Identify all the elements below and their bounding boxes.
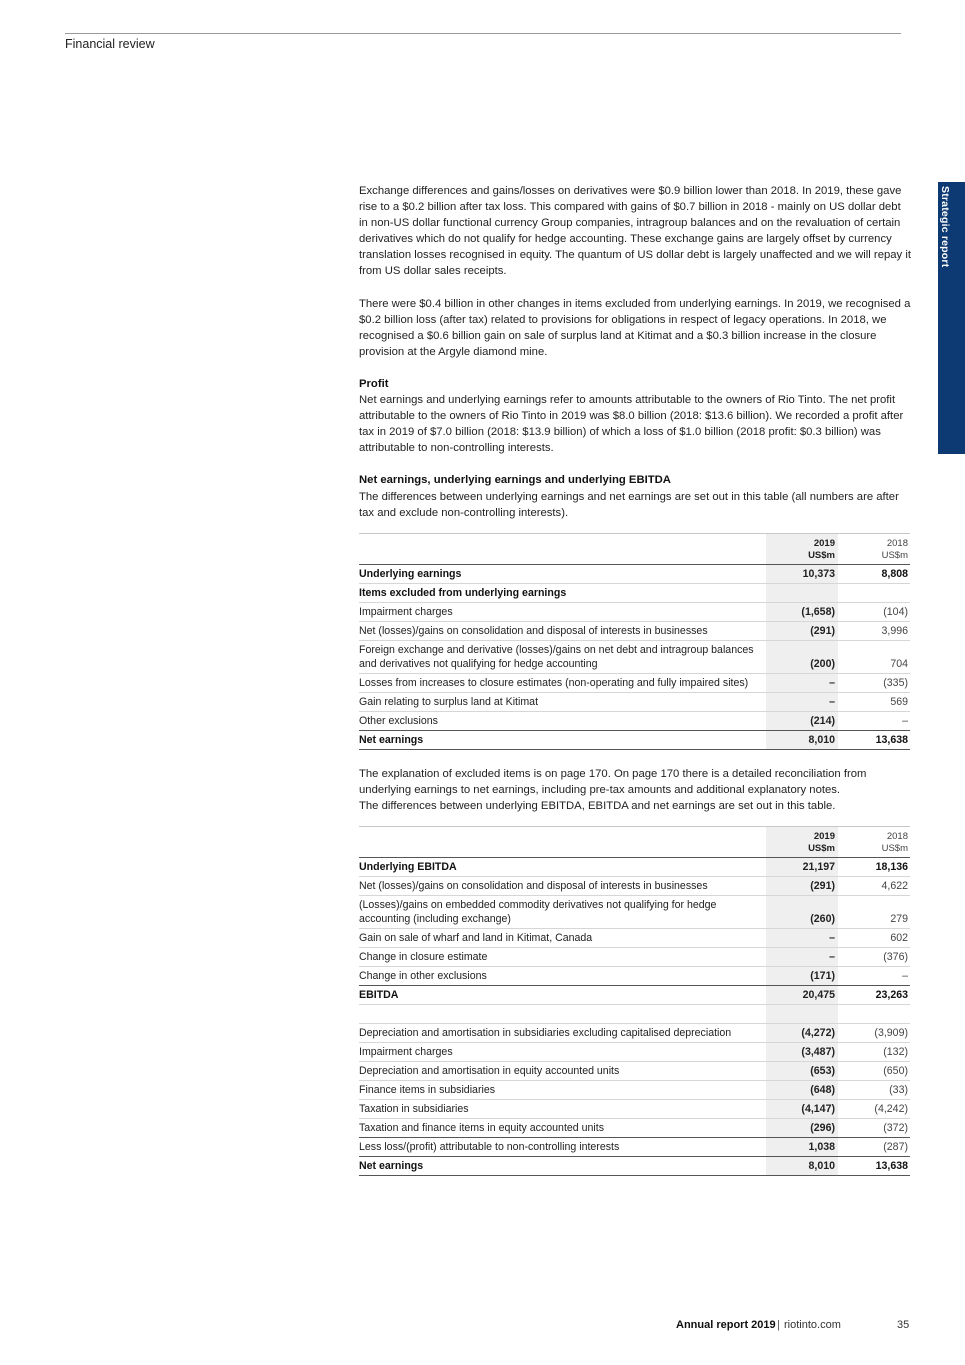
table-row: Change in other exclusions (171) – (359, 966, 910, 985)
paragraph-exchange: Exchange differences and gains/losses on derivatives were $0.9 billion lower than 2018. In 2019, these gave rise to a $0.2 billion after tax loss. This compared with gains of $0.7 billion in 2018 - mainly on US dollar debt in non-US dollar functional currency Group companies, intragroup balances and on the revaluation of certain derivatives which do not qualify for hedge accounting. These exchange gains are largely offset by currency translation losses recognised in equity. The quantum of US dollar debt is largely unaffected and we will repay it from US dollar sales receipts. (359, 185, 911, 278)
table-row: Other exclusions (214) – (359, 711, 910, 730)
ebitda-table (359, 826, 910, 1176)
column-header-2018: 2018 US$m (838, 533, 910, 564)
footer-website-link[interactable]: riotinto.com (784, 1319, 841, 1331)
table-row: Net (losses)/gains on consolidation and disposal of interests in businesses (291) 3,996 (359, 621, 910, 640)
side-tab[interactable] (938, 182, 965, 454)
table-row: Losses from increases to closure estimates (non-operating and fully impaired sites) – (335) (359, 673, 910, 692)
footer-separator: | (777, 1319, 780, 1331)
table-row: (Losses)/gains on embedded commodity derivatives not qualifying for hedge accounting (including exchange) (260) 279 (359, 895, 910, 928)
section-title: Financial review (65, 37, 155, 51)
table-row: Impairment charges (1,658) (104) (359, 602, 910, 621)
table-row: Less loss/(profit) attributable to non-controlling interests 1,038 (287) (359, 1137, 910, 1156)
table-header-row (359, 533, 910, 564)
paragraph-other-changes: There were $0.4 billion in other changes in items excluded from underlying earnings. In 2019, we recognised a $0.2 billion loss (after tax) related to provisions for obligations in respect of legacy operations. In 2018, we recognised a $0.6 billion gain on sale of surplus land at Kitimat and a $0.3 billion increase in the closure provision at the Argyle diamond mine. (359, 297, 911, 358)
table-row: Depreciation and amortisation in subsidiaries excluding capitalised depreciation (4,272) (3,909) (359, 1023, 910, 1042)
table-total-row: Net earnings 8,010 13,638 (359, 1156, 910, 1175)
table-row: Change in closure estimate – (376) (359, 947, 910, 966)
table-row: Impairment charges (3,487) (132) (359, 1042, 910, 1061)
column-header-2019: 2019 US$m (766, 533, 838, 564)
page-number: 35 (897, 1319, 910, 1331)
earnings-table (359, 533, 910, 750)
paragraph-explanation: The explanation of excluded items is on page 170. On page 170 there is a detailed reconciliation from underlying earnings to net earnings, including pre-tax amounts and additional explanatory notes. (359, 767, 867, 796)
column-header-2018: 2018 US$m (838, 826, 910, 857)
table-row: Underlying EBITDA 21,197 18,136 (359, 857, 910, 876)
heading-net-earnings: Net earnings, underlying earnings and underlying EBITDA (359, 474, 671, 487)
column-header-2019: 2019 US$m (766, 826, 838, 857)
table-spacer-row (359, 1004, 910, 1023)
table-row: Taxation in subsidiaries (4,147) (4,242) (359, 1099, 910, 1118)
table-row: Taxation and finance items in equity accounted units (296) (372) (359, 1118, 910, 1137)
paragraph-table2-intro: The differences between underlying EBITDA, EBITDA and net earnings are set out in this table. (359, 799, 836, 812)
paragraph-table1-intro: The differences between underlying earnings and net earnings are set out in this table (all numbers are after tax and exclude non-controlling interests). (359, 490, 899, 519)
table-row: Depreciation and amortisation in equity accounted units (653) (650) (359, 1061, 910, 1080)
table-row: Foreign exchange and derivative (losses)/gains on net debt and intragroup balances and derivatives not qualifying for hedge accounting (200) 704 (359, 640, 910, 673)
table-row: Gain on sale of wharf and land in Kitimat, Canada – 602 (359, 928, 910, 947)
table-row: Gain relating to surplus land at Kitimat – 569 (359, 692, 910, 711)
table-row: Underlying earnings 10,373 8,808 (359, 564, 910, 583)
footer-report-title: Annual report 2019 (676, 1319, 776, 1331)
table-total-row: Net earnings 8,010 13,638 (359, 730, 910, 749)
table-row: Items excluded from underlying earnings (359, 583, 910, 602)
header-rule (65, 33, 901, 34)
table-row: Net (losses)/gains on consolidation and disposal of interests in businesses (291) 4,622 (359, 876, 910, 895)
paragraph-profit: Net earnings and underlying earnings refer to amounts attributable to the owners of Rio Tinto. The net profit attributable to the owners of Rio Tinto in 2019 was $8.0 billion (2018: $13.6 billion). We recorded a profit after tax in 2019 of $7.0 billion (2018: $13.9 billion) of which a loss of $1.0 billion (2018 profit: $0.3 billion) was attributable to non-controlling interests. (359, 394, 904, 455)
side-tab-label: Strategic report (939, 186, 951, 268)
main-content (359, 183, 911, 1176)
table-row: Finance items in subsidiaries (648) (33) (359, 1080, 910, 1099)
heading-profit: Profit (359, 377, 389, 390)
table-subtotal-row: EBITDA 20,475 23,263 (359, 985, 910, 1004)
table-header-row (359, 826, 910, 857)
